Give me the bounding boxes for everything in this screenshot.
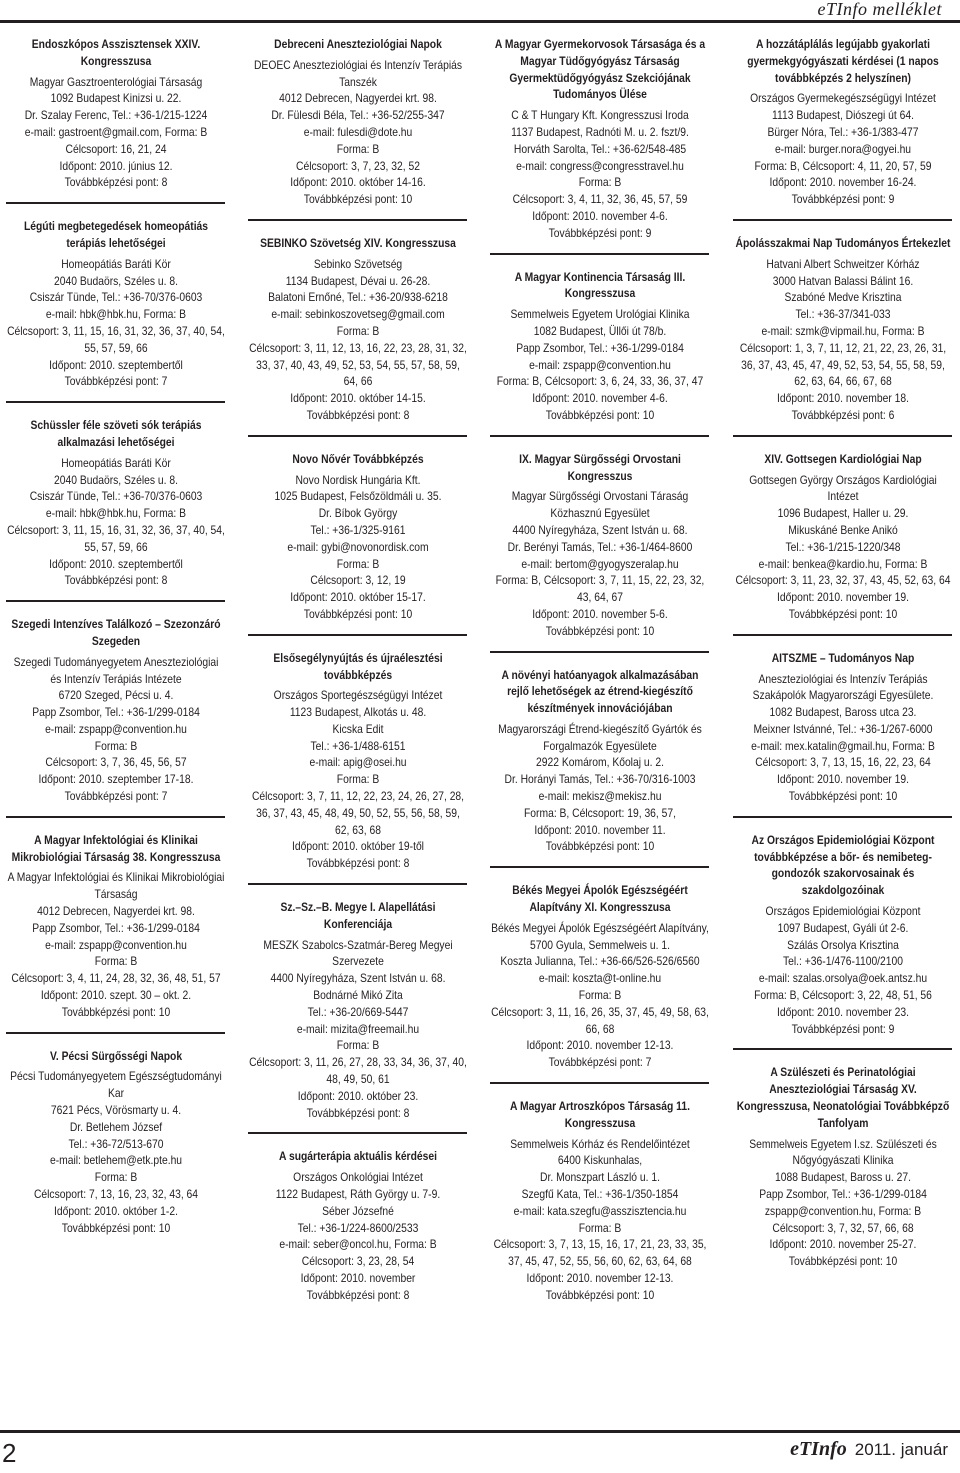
entry-divider (6, 401, 225, 403)
column-3 (490, 36, 709, 1304)
event-detail-line: Továbbképzési pont: 10 (545, 839, 655, 854)
event-entry (734, 451, 952, 623)
event-detail-line: Dr. Bíbok György (318, 506, 398, 521)
event-detail-line: Papp Zsombor, Tel.: +36-1/299-0184 (32, 705, 200, 720)
event-title: A növényi hatóanyagok alkalmazásában rejlő lehetőségek az étrend-kiegészítő készítmények innovációjában (501, 667, 699, 716)
event-detail-line: Időpont: 2010. szeptembertől (49, 357, 183, 372)
event-detail-line: Forma: B, Célcsoport: 3, 7, 11, 15, 22, 23, 32, 43, 64, 67 (495, 573, 705, 605)
event-detail-line: Időpont: 2010. szept. 30 – okt. 2. (40, 988, 192, 1003)
event-details (249, 57, 467, 208)
event-detail-line: e-mail: mekisz@mekisz.hu (538, 789, 662, 804)
event-detail-line: Szabóné Medve Krisztina (784, 290, 902, 305)
event-detail-line: Továbbképzési pont: 10 (303, 192, 413, 207)
event-detail-line: 2040 Budaörs, Széles u. 8. (54, 472, 178, 487)
event-detail-line: Forma: B (336, 772, 380, 787)
event-detail-line: Időpont: 2010. november 23. (777, 1004, 909, 1019)
event-entry (491, 667, 709, 856)
event-detail-line: Célcsoport: 3, 7, 23, 32, 52 (296, 158, 420, 173)
event-details (7, 1068, 225, 1236)
event-details (249, 687, 467, 872)
event-detail-line: Célcsoport: 3, 11, 15, 16, 31, 32, 36, 37, 40, 54, 55, 57, 59, 66 (7, 323, 225, 355)
event-detail-line: 1096 Budapest, Haller u. 29. (777, 506, 909, 521)
column-1 (6, 36, 225, 1236)
event-detail-line: Továbbképzési pont: 8 (306, 1287, 410, 1302)
event-detail-line: Semmelweis Kórház és Rendelőintézet (510, 1136, 690, 1151)
event-detail-line: Forma: B (336, 323, 380, 338)
event-detail-line: A Magyar Infektológiai és Klinikai Mikrobiológiai Társaság (7, 870, 225, 902)
event-detail-line: Időpont: 2010. október 1-2. (54, 1203, 178, 1218)
event-detail-line: e-mail: seber@oncol.hu, Forma: B (279, 1237, 437, 1252)
event-title: A Magyar Infektológiai és Klinikai Mikrobiológiai Társaság 38. Kongresszusa (11, 832, 221, 864)
event-entry (7, 36, 225, 191)
event-detail-line: Dr. Betlehem József (69, 1119, 163, 1134)
event-detail-line: zspapp@convention.hu, Forma: B (764, 1203, 922, 1218)
entry-divider (6, 816, 225, 818)
event-detail-line: Balatoni Ernőné, Tel.: +36-20/938-6218 (268, 290, 448, 305)
event-entry (249, 36, 467, 208)
footer-rule (0, 1430, 960, 1433)
event-details (734, 671, 952, 805)
event-detail-line: Továbbképzési pont: 8 (306, 856, 410, 871)
event-detail-line: Gottsegen György Országos Kardiológiai Intézet (749, 472, 937, 504)
entry-divider (490, 1082, 709, 1084)
event-detail-line: e-mail: burger.nora@ogyei.hu (774, 141, 912, 156)
event-detail-line: 2922 Komárom, Kőolaj u. 2. (536, 755, 664, 770)
event-detail-line: Forma: B (94, 738, 138, 753)
event-detail-line: Időpont: 2010. október 19-től (292, 839, 424, 854)
event-detail-line: e-mail: kata.szegfu@asszisztencia.hu (513, 1203, 687, 1218)
event-detail-line: Időpont: 2010. szeptembertől (49, 556, 183, 571)
entry-divider (733, 816, 952, 818)
event-entry (491, 451, 709, 640)
event-title: A hozzátáplálás legújabb gyakorlati gyermekgyógyászati kérdései (1 napos továbbképzés 2 helyszínen) (747, 37, 939, 85)
event-detail-line: e-mail: betlehem@etk.pte.hu (49, 1153, 183, 1168)
event-detail-line: 1137 Budapest, Radnóti M. u. 2. fszt/9. (511, 124, 689, 139)
event-detail-line: Magyar Sürgősségi Orvostani Táraság Közhasznú Egyesület (511, 489, 689, 521)
brand-name: eTInfo (790, 1438, 847, 1460)
event-detail-line: e-mail: zspapp@convention.hu (45, 937, 187, 952)
event-title: Légúti megbetegedések homeopátiás terápiás lehetőségei (23, 219, 209, 250)
event-detail-line: Időpont: 2010. november (300, 1271, 416, 1285)
event-detail-line: Továbbképzési pont: 6 (791, 407, 895, 422)
event-detail-line: Célcsoport: 3, 7, 36, 45, 56, 57 (45, 755, 187, 770)
issue-date: 2011. január (854, 1440, 948, 1459)
event-detail-line: 6400 Kiskunhalas, (557, 1153, 643, 1168)
event-detail-line: Időpont: 2010. november 12-13. (526, 1271, 674, 1285)
event-detail-line: Forma: B (578, 175, 622, 190)
event-detail-line: Papp Zsombor, Tel.: +36-1/299-0184 (759, 1187, 927, 1202)
entry-divider (733, 219, 952, 221)
event-title: Elsősegélynyújtás és újraélesztési továbbképzés (273, 650, 443, 682)
event-detail-line: Dr. Szalay Ferenc, Tel.: +36-1/215-1224 (24, 108, 208, 123)
event-entry (491, 269, 709, 424)
event-detail-line: Forma: B, Célcsoport: 4, 11, 20, 57, 59 (754, 158, 932, 173)
event-detail-line: Célcsoport: 3, 12, 19 (310, 573, 406, 588)
event-detail-line: Forma: B (336, 556, 380, 571)
event-detail-line: Szegedi Tudományegyetem Aneszteziológiai és Intenzív Terápiás Intézete (13, 654, 219, 686)
event-title: Novo Nővér Továbbképzés (292, 451, 424, 466)
event-detail-line: Magyar Gasztroenterológiai Társaság (29, 74, 203, 89)
event-title: Szegedi Intenzíves Találkozó – Szezonzáró Szegeden (11, 617, 221, 648)
event-detail-line: e-mail: szmk@vipmail.hu, Forma: B (761, 323, 925, 338)
event-detail-line: Időpont: 2010. november 4-6. (532, 208, 668, 223)
event-entry (249, 451, 467, 623)
event-details (7, 869, 225, 1020)
event-detail-line: Időpont: 2010. június 12. (59, 158, 173, 173)
event-entry (7, 832, 225, 1021)
event-detail-line: 1025 Budapest, Felsőzöldmáli u. 35. (274, 489, 442, 504)
header-title: eTInfo melléklet (817, 0, 942, 19)
event-detail-line: e-mail: hbk@hbk.hu, Forma: B (45, 506, 187, 521)
event-detail-line: 1088 Budapest, Baross u. 27. (775, 1170, 911, 1185)
event-detail-line: C & T Hungary Kft. Kongresszusi Iroda (511, 108, 689, 123)
event-detail-line: Célcsoport: 3, 11, 16, 26, 35, 37, 45, 49, 58, 63, 66, 68 (491, 1004, 709, 1036)
event-detail-line: Aneszteziológiai és Intenzív Terápiás Szakápolók Magyarországi Egyesülete. (752, 671, 934, 703)
event-details (7, 74, 225, 192)
event-detail-line: e-mail: gybi@novonordisk.com (287, 539, 429, 554)
event-detail-line: Országos Sportegészségügyi Intézet (273, 688, 443, 703)
event-detail-line: Célcsoport: 3, 7, 32, 57, 66, 68 (772, 1220, 914, 1235)
event-title: Az Országos Epidemiológiai Központ továbbképzése a bőr- és nemibeteg-gondozók szakorvosainak és szakdolgozóinak (751, 832, 935, 898)
event-detail-line: 4012 Debrecen, Nagyerdei krt. 98. (37, 904, 195, 919)
event-detail-line: e-mail: hbk@hbk.hu, Forma: B (45, 307, 187, 322)
event-detail-line: Tel.: +36-72/513-670 (68, 1136, 164, 1151)
event-detail-line: Békés Megyei Ápolók Egészségéért Alapítvány, 5700 Gyula, Semmelweis u. 1. (491, 920, 709, 952)
event-title: Endoszkópos Asszisztensek XXIV. Kongresszusa (31, 37, 201, 68)
event-details (734, 472, 952, 623)
event-detail-line: Magyarországi Étrend-kiegészítő Gyártók és Forgalmazók Egyesülete (498, 721, 702, 753)
event-detail-line: Továbbképzési pont: 9 (791, 192, 895, 207)
event-detail-line: Homeopátiás Baráti Kör (61, 455, 171, 470)
event-details (249, 472, 467, 623)
event-detail-line: Időpont: 2010. november 18. (777, 391, 909, 406)
event-detail-line: Továbbképzési pont: 9 (548, 225, 652, 240)
event-entry (7, 616, 225, 805)
event-detail-line: Időpont: 2010. november 16-24. (769, 175, 917, 190)
event-entry (249, 650, 467, 872)
event-detail-line: Tel.: +36-1/215-1220/348 (785, 539, 901, 554)
event-details (734, 256, 952, 424)
event-title: XIV. Gottsegen Kardiológiai Nap (764, 451, 922, 466)
entry-divider (733, 1048, 952, 1050)
entry-divider (248, 634, 467, 636)
event-detail-line: Időpont: 2010. november 11. (534, 822, 666, 837)
event-title: AITSZME – Tudományos Nap (771, 650, 915, 665)
entry-divider (490, 435, 709, 437)
event-details (491, 721, 709, 855)
event-detail-line: Csiszár Tünde, Tel.: +36-70/376-0603 (29, 489, 203, 504)
event-detail-line: MESZK Szabolcs-Szatmár-Bereg Megyei Szervezete (263, 937, 453, 969)
event-detail-line: Forma: B, Célcsoport: 3, 6, 24, 33, 36, 37, 47 (496, 374, 704, 389)
event-detail-line: Továbbképzési pont: 10 (61, 1220, 171, 1235)
event-detail-line: Forma: B (336, 1038, 380, 1053)
event-detail-line: Forma: B (578, 1220, 622, 1235)
event-detail-line: e-mail: mizita@freemail.hu (296, 1021, 420, 1036)
column-2 (248, 36, 467, 1304)
entry-divider (6, 600, 225, 602)
event-detail-line: Papp Zsombor, Tel.: +36-1/299-0184 (516, 340, 684, 355)
event-details (491, 1136, 709, 1304)
event-detail-line: Továbbképzési pont: 8 (306, 1105, 410, 1120)
event-detail-line: Országos Gyermekegészségügyi Intézet (750, 91, 936, 106)
event-detail-line: Országos Onkológiai Intézet (293, 1170, 423, 1185)
event-detail-line: Papp Zsombor, Tel.: +36-1/299-0184 (32, 920, 200, 935)
event-detail-line: Dr. Monszpart László u. 1. (540, 1170, 660, 1185)
event-detail-line: Továbbképzési pont: 10 (545, 623, 655, 638)
event-detail-line: Időpont: 2010. november 19. (777, 772, 909, 787)
header-rule (0, 20, 960, 23)
event-detail-line: Továbbképzési pont: 8 (306, 407, 410, 422)
event-detail-line: 1097 Budapest, Gyáli út 2-6. (777, 920, 909, 935)
event-detail-line: Novo Nordisk Hungária Kft. (295, 472, 421, 487)
event-detail-line: e-mail: fulesdi@dote.hu (303, 124, 413, 139)
event-detail-line: DEOEC Aneszteziológiai és Intenzív Terápiás Tanszék (253, 57, 463, 89)
event-title: A sugárterápia aktuális kérdései (279, 1149, 437, 1164)
event-entry (734, 1064, 952, 1270)
event-detail-line: e-mail: koszta@t-online.hu (538, 971, 662, 986)
event-detail-line: 6720 Szeged, Pécsi u. 4. (58, 688, 174, 703)
event-detail-line: Szegfű Kata, Tel.: +36-1/350-1854 (521, 1187, 679, 1202)
event-detail-line: Időpont: 2010. október 14-15. (290, 391, 426, 406)
event-detail-line: Forma: B (336, 141, 380, 156)
event-detail-line: Továbbképzési pont: 10 (788, 1254, 898, 1269)
event-entry (734, 235, 952, 424)
event-details (249, 937, 467, 1122)
event-entry (7, 218, 225, 390)
event-detail-line: Forma: B (94, 954, 138, 969)
entry-divider (490, 866, 709, 868)
event-details (7, 654, 225, 805)
event-detail-line: Továbbképzési pont: 7 (548, 1055, 652, 1070)
event-detail-line: 4400 Nyíregyháza, Szent István u. 68. (512, 522, 688, 537)
event-detail-line: Időpont: 2010. november 4-6. (532, 391, 668, 406)
entry-divider (6, 1032, 225, 1034)
event-title: A Szülészeti és Perinatológiai Aneszteziológiai Társaság XV. Kongresszusa, Neonatológiai Továbbképző Tanfolyam (736, 1065, 950, 1130)
event-detail-line: e-mail: zspapp@convention.hu (529, 357, 671, 372)
page-header (0, 0, 960, 22)
entry-divider (733, 435, 952, 437)
content-columns (0, 36, 960, 1426)
event-details (249, 1169, 467, 1303)
event-detail-line: Célcsoport: 3, 7, 13, 15, 16, 17, 21, 23, 33, 35, 37, 45, 47, 52, 55, 56, 60, 62, 63, 64, 68 (493, 1237, 707, 1269)
entry-divider (248, 1132, 467, 1134)
entry-divider (248, 219, 467, 221)
event-detail-line: Bürger Nóra, Tel.: +36-1/383-477 (767, 124, 919, 139)
event-detail-line: Célcsoport: 3, 11, 15, 16, 31, 32, 36, 37, 40, 54, 55, 57, 59, 66 (7, 522, 225, 554)
event-detail-line: e-mail: mex.katalin@gmail.hu, Forma: B (751, 738, 935, 753)
event-detail-line: Célcsoport: 3, 23, 28, 54 (301, 1254, 415, 1269)
event-title: Debreceni Aneszteziológiai Napok (274, 37, 442, 51)
entry-divider (6, 202, 225, 204)
event-detail-line: Időpont: 2010. november 25-27. (769, 1237, 917, 1252)
event-title: Sz.–Sz.–B. Megye I. Alapellátási Konferenciája (280, 900, 436, 931)
event-entry (491, 1098, 709, 1304)
event-detail-line: Kicska Edit (332, 721, 384, 736)
entry-divider (248, 883, 467, 885)
event-details (734, 90, 952, 208)
event-details (491, 488, 709, 639)
event-detail-line: Tel.: +36-37/341-033 (795, 307, 891, 322)
event-detail-line: Semmelweis Egyetem Urológiai Klinika (510, 307, 690, 322)
event-detail-line: e-mail: apig@osei.hu (309, 755, 407, 770)
event-detail-line: Továbbképzési pont: 7 (64, 374, 168, 389)
event-detail-line: Továbbképzési pont: 10 (61, 1004, 171, 1019)
event-detail-line: e-mail: sebinkoszovetseg@gmail.com (271, 307, 445, 322)
event-detail-line: Forma: B, Célcsoport: 3, 22, 48, 51, 56 (754, 988, 932, 1003)
entry-divider (733, 634, 952, 636)
entry-divider (490, 651, 709, 653)
event-entry (7, 1048, 225, 1237)
event-detail-line: Szálás Orsolya Krisztina (787, 937, 899, 952)
event-detail-line: Időpont: 2010. október 23. (297, 1088, 419, 1103)
event-detail-line: Továbbképzési pont: 10 (303, 606, 413, 621)
column-4 (733, 36, 952, 1270)
event-detail-line: 3000 Hatvan Balassi Bálint 16. (772, 273, 914, 288)
event-detail-line: Célcsoport: 3, 4, 11, 32, 36, 45, 57, 59 (512, 192, 688, 207)
event-entry (7, 417, 225, 589)
event-detail-line: e-mail: bertom@gyogyszeralap.hu (521, 556, 679, 571)
event-entry (249, 1148, 467, 1303)
entry-divider (490, 253, 709, 255)
event-entry (491, 36, 709, 242)
event-detail-line: Célcsoport: 16, 21, 24 (65, 141, 167, 156)
event-detail-line: Homeopátiás Baráti Kör (61, 256, 171, 271)
event-detail-line: Hatvani Albert Schweitzer Kórház (766, 256, 920, 271)
event-detail-line: Forma: B, Célcsoport: 19, 36, 57, (523, 805, 677, 820)
entry-divider (248, 435, 467, 437)
event-detail-line: Célcsoport: 7, 13, 16, 23, 32, 43, 64 (33, 1187, 199, 1202)
event-detail-line: Célcsoport: 3, 11, 23, 32, 37, 43, 45, 52, 63, 64 (735, 573, 951, 588)
event-detail-line: 1122 Budapest, Ráth György u. 7-9. (275, 1187, 441, 1202)
event-detail-line: Dr. Horányi Tamás, Tel.: +36-70/316-1003 (504, 772, 696, 787)
event-detail-line: Tel.: +36-20/669-5447 (307, 1004, 409, 1019)
event-entry (249, 235, 467, 424)
event-detail-line: Forma: B (94, 1170, 138, 1185)
event-details (7, 455, 225, 589)
event-detail-line: Országos Epidemiológiai Központ (765, 904, 921, 919)
event-entry (734, 650, 952, 805)
event-details (491, 920, 709, 1071)
event-detail-line: Célcsoport: 3, 7, 11, 12, 22, 23, 24, 26, 27, 28, 36, 37, 43, 45, 48, 49, 50, 52, 55, 56, 58, 59, 62, 63, 68 (251, 789, 465, 837)
event-detail-line: Célcsoport: 3, 4, 11, 24, 28, 32, 36, 48, 51, 57 (11, 971, 221, 986)
event-detail-line: e-mail: gastroent@gmail.com, Forma: B (24, 124, 208, 139)
page-number: 2 (2, 1438, 17, 1468)
event-detail-line: Pécsi Tudományegyetem Egészségtudományi Kar (10, 1069, 222, 1101)
event-entry (249, 899, 467, 1121)
event-detail-line: Csiszár Tünde, Tel.: +36-70/376-0603 (29, 290, 203, 305)
event-detail-line: 1134 Budapest, Dévai u. 26-28. (285, 273, 431, 288)
footer-brand (790, 1438, 948, 1461)
event-details (734, 903, 952, 1037)
event-detail-line: 2040 Budaörs, Széles u. 8. (54, 273, 178, 288)
event-entry (734, 832, 952, 1038)
event-detail-line: Forma: B (578, 988, 622, 1003)
event-detail-line: 1082 Budapest, Baross utca 23. (769, 705, 917, 720)
event-title: V. Pécsi Sürgősségi Napok (49, 1048, 183, 1063)
event-title: A Magyar Artroszkópos Társaság 11. Kongresszusa (510, 1099, 690, 1130)
event-detail-line: Mikuskáné Benke Anikó (788, 522, 898, 537)
event-detail-line: Célcsoport: 3, 7, 13, 15, 16, 22, 23, 64 (755, 755, 931, 770)
event-detail-line: 7621 Pécs, Vörösmarty u. 4. (50, 1103, 182, 1118)
event-detail-line: Időpont: 2010. november 5-6. (532, 606, 668, 621)
event-detail-line: Továbbképzési pont: 7 (64, 789, 168, 804)
event-detail-line: 4400 Nyíregyháza, Szent István u. 68. (270, 971, 446, 986)
event-detail-line: Célcsoport: 3, 11, 12, 13, 16, 22, 23, 28, 31, 32, 33, 37, 40, 43, 49, 52, 53, 54, 55, 57, 58, 59, 64, 66 (249, 340, 467, 389)
event-detail-line: Időpont: 2010. szeptember 17-18. (38, 772, 194, 787)
event-detail-line: Dr. Berényi Tamás, Tel.: +36-1/464-8600 (507, 539, 693, 554)
event-detail-line: 1082 Budapest, Üllői út 78/b. (533, 323, 667, 338)
event-detail-line: Továbbképzési pont: 10 (788, 606, 898, 621)
event-title: Ápolásszakmai Nap Tudományos Értekezlet (735, 235, 951, 250)
event-details (734, 1136, 952, 1270)
event-detail-line: e-mail: benkea@kardio.hu, Forma: B (758, 556, 928, 571)
event-detail-line: Továbbképzési pont: 9 (791, 1021, 895, 1036)
event-details (491, 306, 709, 424)
event-detail-line: Dr. Fülesdi Béla, Tel.: +36-52/255-347 (271, 108, 445, 123)
page-footer (0, 1430, 960, 1473)
event-entry (734, 36, 952, 208)
event-detail-line: 1092 Budapest Kinizsi u. 22. (50, 91, 182, 106)
event-detail-line: Tel.: +36-1/476-1100/2100 (782, 954, 904, 969)
event-title: Schüssler féle szöveti sók terápiás alkalmazási lehetőségei (30, 418, 202, 449)
event-detail-line: Séber Józsefné (322, 1203, 394, 1218)
event-detail-line: Bodnárné Mikó Zita (313, 988, 403, 1003)
event-detail-line: Időpont: 2010. november 19. (777, 590, 909, 605)
event-detail-line: Továbbképzési pont: 10 (788, 789, 898, 804)
event-title: IX. Magyar Sürgősségi Orvostani Kongresszus (519, 451, 681, 483)
event-detail-line: Célcsoport: 1, 3, 7, 11, 12, 21, 22, 23, 26, 31, 36, 37, 43, 45, 47, 49, 52, 53, 54, 55, 58, 59, 62, 63, 64, 66, 67, 68 (739, 340, 947, 389)
event-detail-line: Továbbképzési pont: 10 (545, 1287, 655, 1302)
event-title: A Magyar Gyermekorvosok Társasága és a Magyar Tüdőgyógyász Társaság Gyermektüdőgyógyász Szekciójának Tudományos Ülése (494, 37, 706, 102)
event-title: A Magyar Kontinencia Társaság III. Kongresszusa (514, 269, 686, 301)
event-detail-line: 4012 Debrecen, Nagyerdei krt. 98. (279, 91, 437, 106)
event-detail-line: Továbbképzési pont: 10 (545, 407, 655, 422)
event-detail-line: Semmelweis Egyetem I.sz. Szülészeti és Nőgyógyászati Klinika (749, 1136, 937, 1168)
event-detail-line: Meixner Istvánné, Tel.: +36-1/267-6000 (753, 721, 933, 736)
event-detail-line: Továbbképzési pont: 8 (64, 573, 168, 588)
event-title: SEBINKO Szövetség XIV. Kongresszusa (260, 235, 456, 250)
event-detail-line: e-mail: zspapp@convention.hu (45, 721, 187, 736)
event-title: Békés Megyei Ápolók Egészségéért Alapítvány XI. Kongresszusa (512, 883, 688, 915)
event-detail-line: e-mail: szalas.orsolya@oek.antsz.hu (758, 971, 928, 986)
event-details (249, 256, 467, 424)
event-details (7, 256, 225, 390)
event-detail-line: e-mail: congress@congresstravel.hu (516, 158, 684, 173)
event-detail-line: Koszta Julianna, Tel.: +36-66/526-526/6560 (500, 954, 700, 969)
event-entry (491, 882, 709, 1071)
event-detail-line: Sebinko Szövetség (313, 256, 403, 271)
event-detail-line: Időpont: 2010. október 14-16. (290, 175, 426, 190)
event-detail-line: Továbbképzési pont: 8 (64, 175, 168, 190)
event-detail-line: Célcsoport: 3, 11, 26, 27, 28, 33, 34, 36, 37, 40, 48, 49, 50, 61 (249, 1055, 467, 1087)
event-detail-line: Időpont: 2010. október 15-17. (290, 590, 426, 605)
event-detail-line: Időpont: 2010. november 12-13. (526, 1038, 674, 1053)
event-detail-line: 1113 Budapest, Diószegi út 64. (772, 108, 914, 123)
event-detail-line: 1123 Budapest, Alkotás u. 48. (289, 705, 427, 720)
event-detail-line: Tel.: +36-1/488-6151 (310, 738, 406, 753)
event-detail-line: Tel.: +36-1/325-9161 (310, 522, 406, 537)
event-detail-line: Tel.: +36-1/224-8600/2533 (297, 1220, 419, 1235)
event-detail-line: Horváth Sarolta, Tel.: +36-62/548-485 (513, 141, 687, 156)
event-details (491, 107, 709, 241)
